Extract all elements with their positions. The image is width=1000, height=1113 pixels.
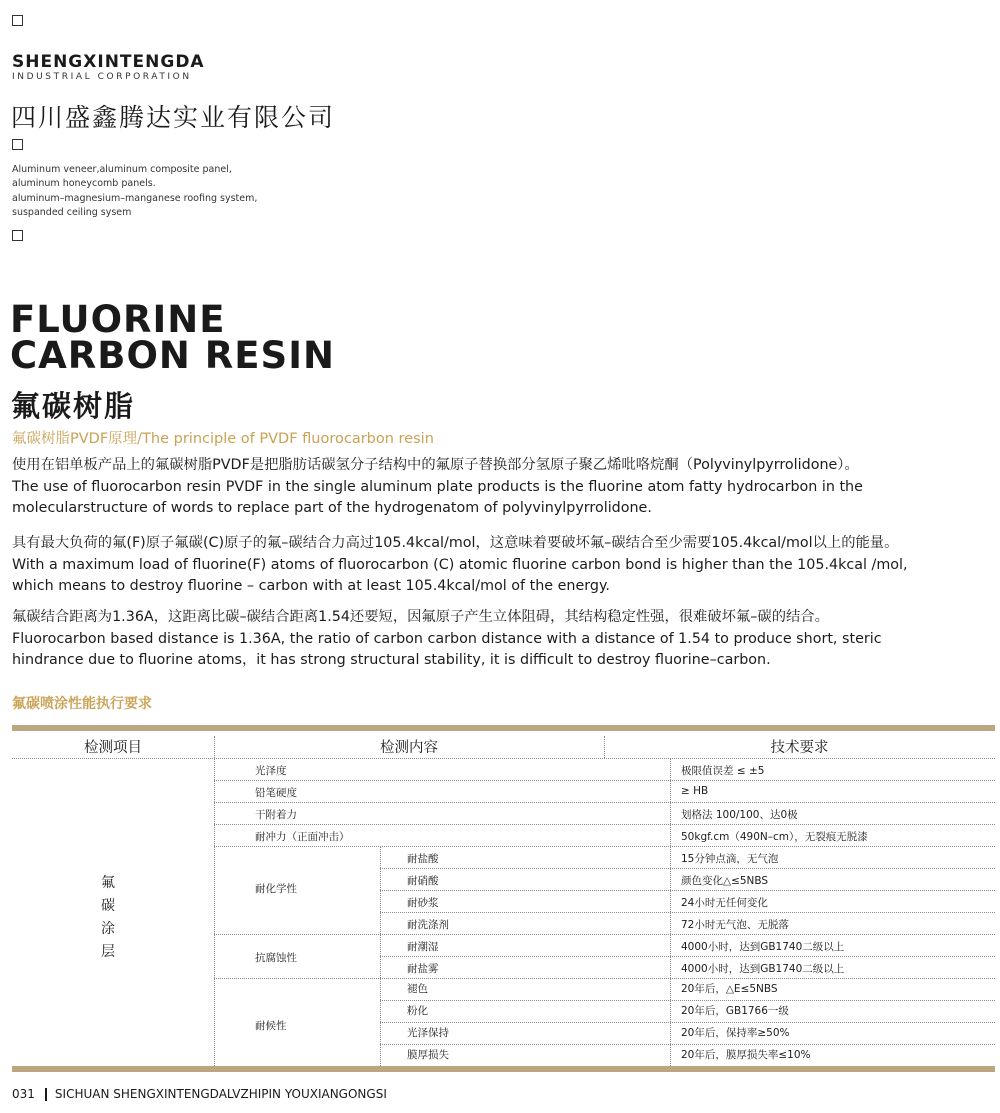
page-number: 031	[12, 1087, 35, 1101]
row-divider	[12, 758, 995, 759]
row-requirement: 极限值误差 ≤ ±5	[681, 765, 765, 777]
table-top-bar	[12, 725, 995, 731]
paragraph-1	[12, 455, 863, 520]
paragraph-en-line: hindrance due to fluorine atoms，it has strong structural stability, it is difficult to destroy fluorine–carbon.	[12, 652, 771, 668]
square-marker-icon	[12, 139, 23, 150]
square-marker-icon	[12, 15, 23, 26]
paragraph-cn: 具有最大负荷的氟(F)原子氟碳(C)原子的氟–碳结合力高过105.4kcal/mol，这意味着要破坏氟–碳结合至少需要105.4kcal/mol以上的能量。	[12, 535, 899, 551]
table-bottom-bar	[12, 1066, 995, 1072]
section-subtitle: 氟碳树脂PVDF原理/The principle of PVDF fluorocarbon resin	[12, 431, 434, 447]
row-subitem: 光泽保持	[407, 1027, 449, 1039]
group-name: 耐化学性	[255, 883, 297, 895]
paragraph-en-line: The use of fluorocarbon resin PVDF in the single aluminum plate products is the fluorine atom fatty hydrocarbon in the	[12, 478, 863, 495]
row-requirement: 20年后，膜厚损失率≤10%	[681, 1049, 811, 1061]
row-requirement: 15分钟点滴，无气泡	[681, 853, 779, 865]
row-requirement: 72小时无气泡、无脱落	[681, 919, 789, 931]
title-line-1: FLUORINE	[10, 298, 226, 341]
category-char: 碳	[101, 898, 115, 914]
column-divider	[214, 736, 215, 758]
paragraph-3	[12, 607, 882, 672]
header-test-content: 检测内容	[380, 740, 438, 756]
row-divider	[214, 780, 995, 781]
row-divider	[214, 934, 995, 935]
row-requirement: 4000小时，达到GB1740二级以上	[681, 963, 845, 975]
brand-name: SHENGXINTENGDA	[12, 52, 205, 72]
page-footer	[12, 1087, 387, 1101]
page-title-cn: 氟碳树脂	[11, 389, 136, 423]
row-subitem: 耐盐雾	[407, 963, 439, 975]
row-subitem: 耐硝酸	[407, 875, 439, 887]
row-divider	[214, 802, 995, 803]
header-test-item: 检测项目	[84, 740, 142, 756]
row-divider	[380, 956, 995, 957]
paragraph-cn: 氟碳结合距离为1.36A，这距离比碳–碳结合距离1.54还要短，因氟原子产生立体阻碍，其结构稳定性强，很难破坏氟–碳的结合。	[12, 609, 829, 625]
row-divider	[214, 846, 995, 847]
category-label	[100, 872, 116, 964]
row-divider	[214, 824, 995, 825]
paragraph-cn: 使用在铝单板产品上的氟碳树脂PVDF是把脂肪话碳氢分子结构中的氟原子替换部分氢原子聚乙烯吡咯烷酮（Polyvinylpyrrolidone）。	[12, 457, 859, 473]
product-line: aluminum–magnesium–manganese roofing system,	[12, 192, 258, 204]
product-line: suspanded ceiling sysem	[12, 206, 132, 218]
footer-separator	[45, 1088, 47, 1101]
category-char: 涂	[101, 921, 115, 937]
product-line: aluminum honeycomb panels.	[12, 178, 156, 190]
row-divider	[380, 868, 995, 869]
row-divider	[214, 978, 995, 979]
page-title	[10, 298, 335, 377]
row-item: 铅笔硬度	[255, 787, 297, 799]
table-label: 氟碳喷涂性能执行要求	[12, 696, 152, 712]
row-subitem: 耐砂浆	[407, 897, 439, 909]
row-requirement: 颜色变化△≤5NBS	[681, 875, 769, 887]
category-char: 层	[101, 944, 115, 960]
row-requirement: 划格法 100/100、达0极	[681, 809, 798, 821]
product-line: Aluminum veneer,aluminum composite panel,	[12, 164, 232, 175]
row-divider	[380, 890, 995, 891]
paragraph-en-line: molecularstructure of words to replace part of the hydrogenatom of polyvinylpyrrolidone.	[12, 500, 652, 516]
row-divider	[380, 1044, 995, 1045]
brand-subtitle: INDUSTRIAL CORPORATION	[12, 72, 192, 82]
group-name: 耐候性	[255, 1020, 287, 1032]
row-requirement: 20年后，GB1766一级	[681, 1005, 789, 1017]
company-name-cn: 四川盛鑫腾达实业有限公司	[11, 103, 336, 132]
row-requirement: 20年后，保持率≥50%	[681, 1027, 790, 1039]
category-char: 氟	[101, 875, 115, 891]
row-divider	[380, 912, 995, 913]
row-divider	[380, 1022, 995, 1023]
footer-text: SICHUAN SHENGXINTENGDALVZHIPIN YOUXIANGONGSI	[54, 1087, 387, 1101]
row-divider	[380, 1000, 995, 1001]
title-line-2: CARBON RESIN	[10, 334, 335, 377]
row-item: 耐冲力（正面冲击）	[255, 831, 350, 843]
row-subitem: 耐盐酸	[407, 853, 439, 865]
group-name: 抗腐蚀性	[255, 952, 297, 964]
row-subitem: 耐洗涤剂	[407, 919, 449, 931]
row-subitem: 粉化	[407, 1005, 428, 1017]
row-requirement: 20年后，△E≤5NBS	[681, 983, 778, 995]
row-subitem: 耐潮湿	[407, 941, 439, 953]
row-requirement: 4000小时，达到GB1740二级以上	[681, 941, 845, 953]
row-requirement: 50kgf.cm（490N–cm），无裂痕无脱漆	[681, 831, 868, 843]
paragraph-en-line: With a maximum load of fluorine(F) atoms of fluorocarbon (C) atomic fluorine carbon bond is higher than the 105.4kcal /mol,	[12, 556, 908, 573]
column-divider	[214, 758, 215, 1066]
paragraph-en-line: Fluorocarbon based distance is 1.36A, the ratio of carbon carbon distance with a distance of 1.54 to produce short, steric	[12, 630, 882, 647]
row-item: 干附着力	[255, 809, 297, 821]
row-requirement: 24小时无任何变化	[681, 897, 768, 909]
row-subitem: 褪色	[407, 983, 428, 995]
column-divider	[604, 736, 605, 758]
header-tech-req: 技术要求	[770, 740, 829, 756]
paragraph-en-line: which means to destroy fluorine – carbon with at least 105.4kcal/mol of the energy.	[12, 578, 610, 594]
product-list	[12, 163, 257, 220]
row-subitem: 膜厚损失	[407, 1049, 449, 1061]
paragraph-2	[12, 533, 908, 598]
row-item: 光泽度	[255, 765, 287, 777]
square-marker-icon	[12, 230, 23, 241]
row-requirement: ≥ HB	[681, 785, 709, 797]
